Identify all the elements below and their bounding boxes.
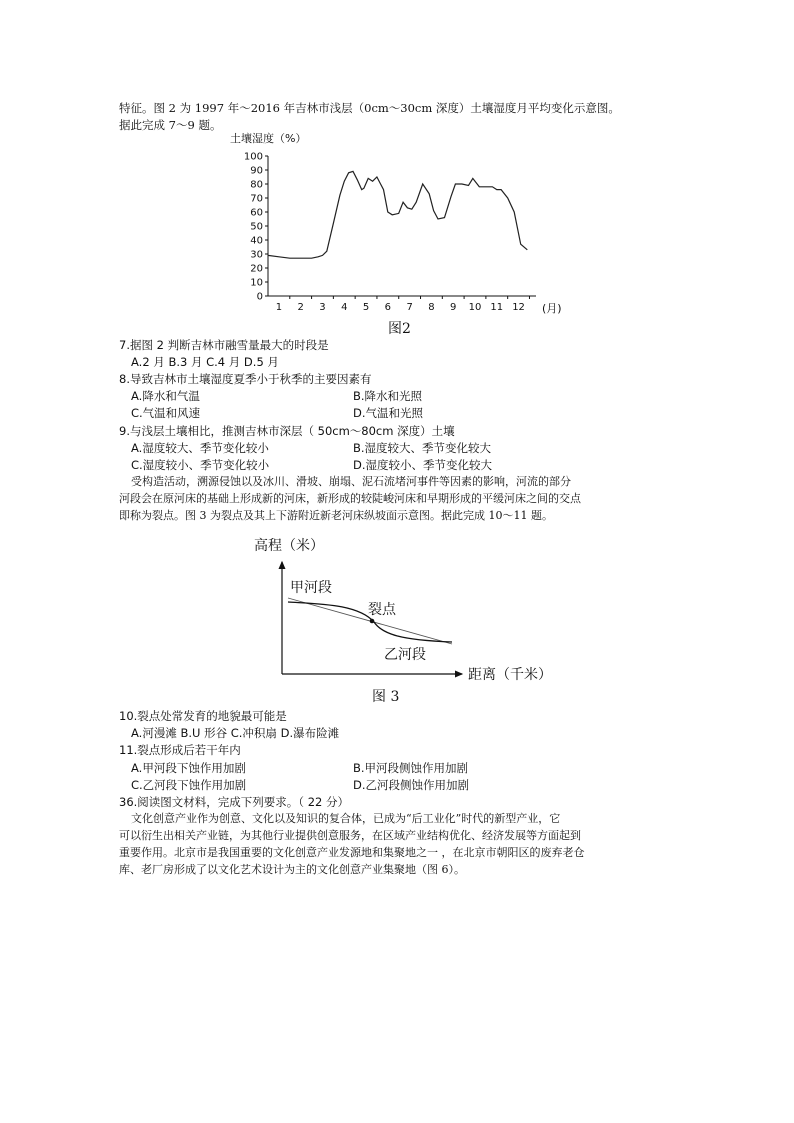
q7-stem: 7.据图 2 判断吉林市融雪量最大的时段是 bbox=[119, 338, 329, 352]
fig2-ytick-label: 70 bbox=[250, 193, 263, 205]
q9-stem: 9.与浅层土壤相比，推测吉林市深层（ 50cm～80cm 深度）土壤 bbox=[119, 424, 455, 438]
fig2-ytick-label: 100 bbox=[243, 151, 263, 163]
q11-option-c: C.乙河段下蚀作用加剧 bbox=[131, 778, 247, 792]
q8-option-d: D.气温和光照 bbox=[353, 406, 424, 420]
q9-option-a: A.湿度较大、季节变化较小 bbox=[131, 441, 269, 455]
q9-option-b: B.湿度较大、季节变化较大 bbox=[353, 441, 492, 455]
fig2-ytick-label: 80 bbox=[250, 179, 263, 191]
fig3-diagram bbox=[250, 532, 570, 692]
q9-option-d: D.湿度较小、季节变化较大 bbox=[353, 458, 493, 472]
q36-line-2: 可以衍生出相关产业链，为其他行业提供创意服务，在区域产业结构优化、经济发展等方面起到 bbox=[119, 829, 581, 842]
fig3-ylabel: 高程（米） bbox=[254, 538, 324, 554]
intro-line-1: 特征。图 2 为 1997 年～2016 年吉林市浅层（0cm～30cm 深度）土壤湿度月平均变化示意图。 bbox=[119, 101, 620, 115]
fig3-knickpoint-marker bbox=[370, 619, 375, 624]
intro-line-2: 据此完成 7～9 题。 bbox=[119, 118, 222, 132]
q36-stem: 36.阅读图文材料，完成下列要求。（ 22 分） bbox=[119, 795, 349, 809]
fig2-xtick-label: 12 bbox=[512, 302, 525, 313]
fig2-xtick-label: 4 bbox=[341, 302, 348, 313]
fig2-ytick-label: 30 bbox=[250, 249, 263, 261]
fig2-xtick-label: 10 bbox=[468, 302, 482, 313]
q36-line-3: 重要作用。北京市是我国重要的文化创意产业发源地和集聚地之一 ，在北京市朝阳区的废弃老仓 bbox=[119, 846, 585, 859]
fig2-xtick-label: 3 bbox=[319, 302, 326, 313]
para2-line-2: 河段会在原河床的基础上形成新的河床，新形成的较陡峻河床和早期形成的平缓河床之间的交点 bbox=[119, 492, 581, 505]
para2-line-3: 即称为裂点。图 3 为裂点及其上下游附近新老河床纵坡面示意图。据此完成 10～11 题。 bbox=[119, 509, 553, 522]
q11-option-b: B.甲河段侧蚀作用加剧 bbox=[353, 761, 469, 775]
fig2-xtick-label: 8 bbox=[428, 302, 435, 313]
fig2-xtick-label: 7 bbox=[406, 302, 413, 313]
q8-option-a: A.降水和气温 bbox=[131, 389, 200, 403]
fig2-xtick-label: 2 bbox=[297, 302, 304, 313]
q11-stem: 11.裂点形成后若干年内 bbox=[119, 743, 241, 757]
q7-options: A.2 月 B.3 月 C.4 月 D.5 月 bbox=[131, 355, 279, 369]
q11-option-d: D.乙河段侧蚀作用加剧 bbox=[353, 778, 470, 792]
fig2-ytick-label: 50 bbox=[250, 221, 263, 233]
fig2-caption: 图2 bbox=[388, 321, 411, 337]
q8-option-b: B.降水和光照 bbox=[353, 389, 423, 403]
fig2-xtick-label: 11 bbox=[490, 302, 504, 313]
fig2-xtick-label: 9 bbox=[450, 302, 457, 313]
fig3-label-yi: 乙河段 bbox=[384, 647, 426, 663]
fig2-ytick-label: 10 bbox=[250, 277, 263, 289]
fig2-ytick-label: 20 bbox=[250, 263, 263, 275]
fig2-xtick-label: 5 bbox=[362, 302, 370, 313]
fig2-xlabel: (月) bbox=[542, 302, 562, 315]
q11-option-a: A.甲河段下蚀作用加剧 bbox=[131, 761, 246, 775]
q8-stem: 8.导致吉林市土壤湿度夏季小于秋季的主要因素有 bbox=[119, 372, 372, 386]
fig3-label-lie: 裂点 bbox=[368, 602, 396, 618]
fig3-caption: 图 3 bbox=[372, 689, 400, 705]
fig2-ylabel: 土壤湿度（%） bbox=[230, 132, 307, 145]
fig2-axes bbox=[268, 156, 536, 296]
fig3-label-jia: 甲河段 bbox=[290, 580, 332, 596]
fig2-xtick-label: 1 bbox=[275, 302, 283, 313]
q9-option-c: C.湿度较小、季节变化较小 bbox=[131, 458, 270, 472]
fig2-yticks bbox=[244, 152, 268, 303]
fig2-ytick-label: 0 bbox=[256, 291, 263, 303]
fig2-xtick-label: 6 bbox=[384, 302, 392, 313]
fig2-ytick-label: 60 bbox=[250, 207, 263, 219]
fig2-ytick-label: 40 bbox=[250, 235, 263, 247]
fig2-series-line bbox=[268, 171, 527, 258]
q36-line-1: 文化创意产业作为创意、文化以及知识的复合体，已成为“后工业化”时代的新型产业，它 bbox=[131, 812, 561, 825]
fig3-xlabel: 距离（千米） bbox=[468, 667, 552, 683]
q10-stem: 10.裂点处常发育的地貌最可能是 bbox=[119, 709, 287, 723]
para2-line-1: 受构造活动，溯源侵蚀以及冰川、滑坡、崩塌、泥石流堵河事件等因素的影响，河流的部分 bbox=[131, 475, 571, 488]
q8-option-c: C.气温和风速 bbox=[131, 406, 201, 420]
fig2-ytick-label: 90 bbox=[250, 165, 263, 177]
fig2-xticks bbox=[276, 296, 530, 313]
q36-line-4: 库、老厂房形成了以文化艺术设计为主的文化创意产业集聚地（图 6）。 bbox=[119, 863, 465, 876]
q10-options: A.河漫滩 B.U 形谷 C.冲积扇 D.瀑布险滩 bbox=[131, 726, 340, 740]
fig2-chart bbox=[228, 128, 568, 328]
